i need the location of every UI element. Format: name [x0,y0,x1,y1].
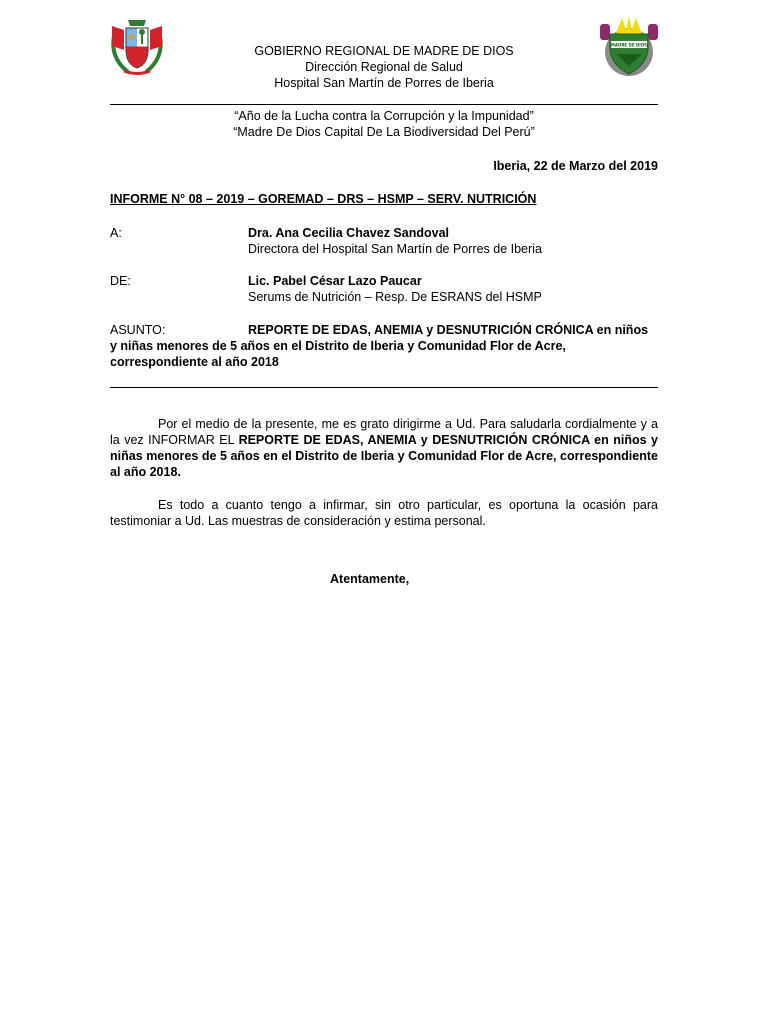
header-government: GOBIERNO REGIONAL DE MADRE DE DIOS [254,44,514,58]
recipient-title: Directora del Hospital San Martín de Porres de Iberia [248,242,542,256]
header-direction: Dirección Regional de Salud [305,60,463,74]
document-date: Iberia, 22 de Marzo del 2019 [493,159,658,173]
to-label: A: [110,226,122,240]
body-paragraph-1-intro: Por el medio de la presente, me es grato dirigirme a Ud. Para saludarla cordialmente y a la vez INFORMAR EL [110,417,658,447]
slogans [110,108,658,140]
body-paragraph-1-report: REPORTE DE EDAS, ANEMIA y DESNUTRICIÓN CRÓNICA en niños y niñas menores de 5 años en el Distrito de Iberia y Comunidad Flor de Acre, correspondiente al año 2018. [110,433,658,479]
subject-divider [110,387,658,388]
report-number: INFORME N° 08 – 2019 – GOREMAD – DRS – HSMP – SERV. NUTRICIÓN [110,192,537,206]
subject [110,322,658,370]
subject-label: ASUNTO: [110,323,166,337]
from-label: DE: [110,274,131,288]
sender-name: Lic. Pabel César Lazo Paucar [248,274,422,288]
subject-text: REPORTE DE EDAS, ANEMIA y DESNUTRICIÓN CRÓNICA en niños y niñas menores de 5 años en el Distrito de Iberia y Comunidad Flor de Acre, correspondiente al año 2018 [110,323,649,369]
letterhead [110,43,658,91]
closing: Atentamente, [330,572,410,586]
recipient-name: Dra. Ana Cecilia Chavez Sandoval [248,226,450,240]
header-hospital: Hospital San Martín de Porres de Iberia [274,76,494,90]
sender-title: Serums de Nutrición – Resp. De ESRANS del HSMP [248,290,542,304]
emblem-banner-text: MADRE DE DIOS [610,42,648,48]
slogan-year: “Año de la Lucha contra la Corrupción y la Impunidad” [234,109,534,123]
body-paragraph-2: Es todo a cuanto tengo a infirmar, sin otro particular, es oportuna la ocasión para testimoniar a Ud. Las muestras de consideración y estima personal. [110,498,658,528]
header-divider [110,104,658,105]
slogan-region: “Madre De Dios Capital De La Biodiversidad Del Perú” [233,125,535,139]
body-paragraph-1 [110,416,658,480]
